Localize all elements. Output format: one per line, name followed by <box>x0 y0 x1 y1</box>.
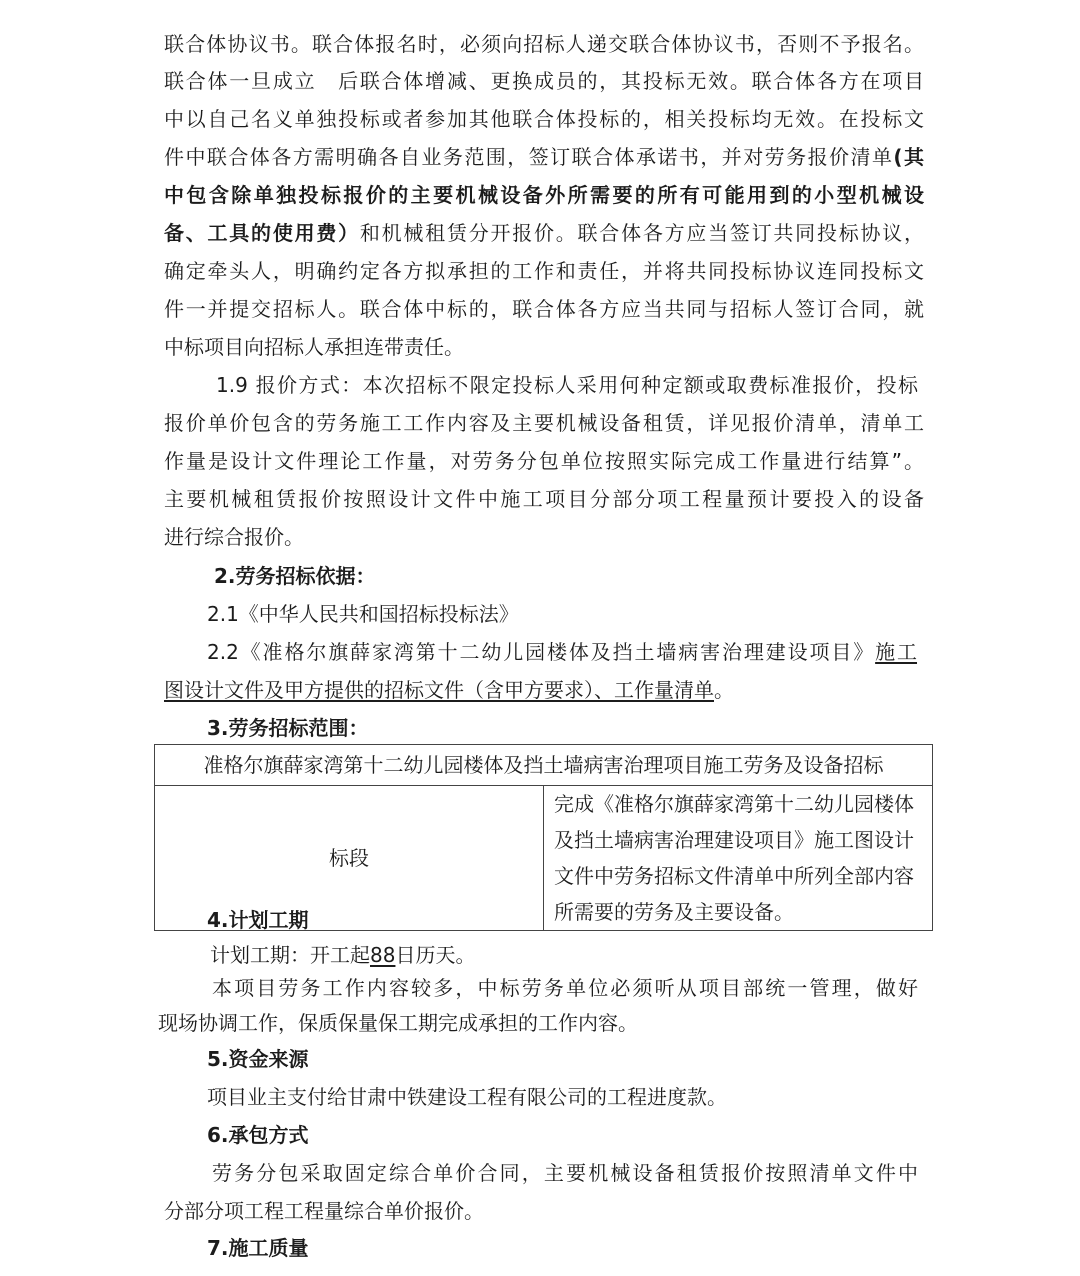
list-item <box>207 638 917 666</box>
paragraph-line <box>212 974 918 1002</box>
paragraph-line <box>164 409 924 437</box>
duration-days: 88 <box>370 943 396 967</box>
paragraph-line <box>210 941 970 969</box>
paragraph-line <box>164 447 924 475</box>
section-heading: 7.施工质量 <box>207 1236 309 1260</box>
section-heading: 4.计划工期 <box>207 908 309 932</box>
paragraph-line-bold <box>164 181 924 209</box>
paragraph-line <box>158 1009 918 1037</box>
table-label-cell: 标段 <box>155 786 544 931</box>
paragraph-line <box>216 371 918 399</box>
text: 分部分项工程工程量综合单价报价。 <box>164 1199 484 1223</box>
table-row <box>155 745 933 786</box>
list-item-continuation <box>164 676 924 704</box>
text: 联合体一旦成立 后联合体增减、更换成员的，其投标无效。联合体各方在项目 <box>164 69 924 93</box>
bold-text: 备、工具的使用费） <box>164 221 360 245</box>
paragraph-line <box>164 67 924 95</box>
text: 中以自己名义单独投标或者参加其他联合体投标的，相关投标均无效。在投标文 <box>164 107 924 131</box>
text: 计划工期：开工起 <box>210 943 370 967</box>
paragraph-line <box>164 143 924 171</box>
bold-text: 中包含除单独投标报价的主要机械设备外所需要的所有可能用到的小型机械设 <box>164 183 924 207</box>
table-content-cell: 完成《准格尔旗薛家湾第十二幼儿园楼体及挡土墙病害治理建设项目》施工图设计文件中劳务招标文件清单中所列全部内容所需要的劳务及主要设备。 <box>544 786 933 931</box>
paragraph-line <box>164 30 924 58</box>
text: 进行综合报价。 <box>164 525 304 549</box>
paragraph-line <box>212 1159 918 1187</box>
section-heading: 2.劳务招标依据： <box>214 564 376 588</box>
section-heading: 3.劳务招标范围： <box>207 716 369 740</box>
paragraph-line <box>164 523 924 551</box>
underlined-text: 图设计文件及甲方提供的招标文件（含甲方要求）、工作量清单 <box>164 678 714 702</box>
text: 联合体协议书。联合体报名时，必须向招标人递交联合体协议书，否则不予报名。 <box>164 32 924 56</box>
paragraph-line <box>164 333 924 361</box>
paragraph-line <box>164 257 924 285</box>
paragraph-line <box>164 295 924 323</box>
text: 。 <box>714 678 734 702</box>
paragraph-line <box>164 105 924 133</box>
section-heading: 6.承包方式 <box>207 1123 309 1147</box>
text: 中标项目向招标人承担连带责任。 <box>164 335 464 359</box>
text: 1.9 报价方式：本次招标不限定投标人采用何种定额或取费标准报价，投标 <box>216 373 918 397</box>
paragraph-line <box>164 219 924 247</box>
paragraph-line <box>164 485 924 513</box>
text: 本项目劳务工作内容较多，中标劳务单位必须听从项目部统一管理，做好 <box>212 976 918 1000</box>
text: 件一并提交招标人。联合体中标的，联合体各方应当共同与招标人签订合同，就 <box>164 297 924 321</box>
bold-text: (其 <box>893 145 924 169</box>
paragraph-line <box>164 1197 924 1225</box>
text: 2.2《准格尔旗薛家湾第十二幼儿园楼体及挡土墙病害治理建设项目》 <box>207 640 876 664</box>
text: 件中联合体各方需明确各自业务范围，签订联合体承诺书，并对劳务报价清单 <box>164 145 894 169</box>
text: 报价单价包含的劳务施工工作内容及主要机械设备租赁，详见报价清单，清单工 <box>164 411 924 435</box>
text: 作量是设计文件理论工作量，对劳务分包单位按照实际完成工作量进行结算”。 <box>164 449 924 473</box>
text: 日历天。 <box>395 943 476 967</box>
text: 和机械租赁分开报价。联合体各方应当签订共同投标协议， <box>359 221 925 245</box>
text: 主要机械租赁报价按照设计文件中施工项目分部分项工程量预计要投入的设备 <box>164 487 924 511</box>
section-heading: 5.资金来源 <box>207 1047 309 1071</box>
paragraph-line: 项目业主支付给甘肃中铁建设工程有限公司的工程进度款。 <box>207 1085 727 1109</box>
text: 确定牵头人，明确约定各方拟承担的工作和责任，并将共同投标协议连同投标文 <box>164 259 924 283</box>
text: 现场协调工作，保质保量保工期完成承担的工作内容。 <box>158 1011 638 1035</box>
text: 劳务分包采取固定综合单价合同，主要机械设备租赁报价按照清单文件中 <box>212 1161 918 1185</box>
table-title-cell: 准格尔旗薛家湾第十二幼儿园楼体及挡土墙病害治理项目施工劳务及设备招标 <box>155 745 933 786</box>
list-item: 2.1《中华人民共和国招标投标法》 <box>207 602 519 626</box>
bid-scope-table <box>154 744 933 931</box>
underlined-text: 施工 <box>875 640 918 664</box>
